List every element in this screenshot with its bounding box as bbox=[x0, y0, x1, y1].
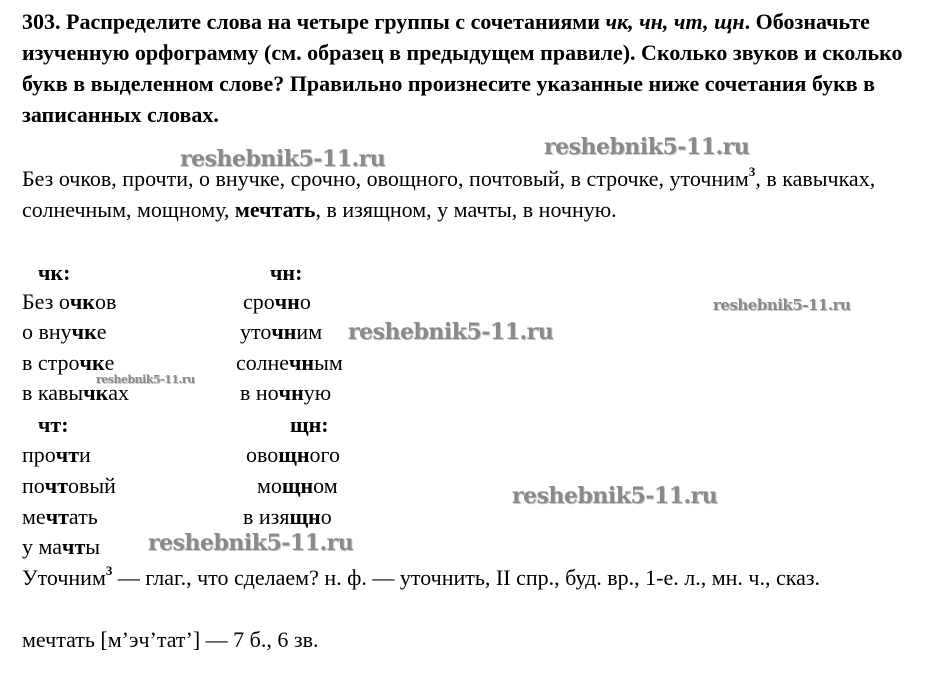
list-item-chn: солнечным bbox=[236, 350, 343, 375]
footnote-mark: 3 bbox=[748, 163, 756, 179]
task-rest: Обозначьте изученную орфограмму (см. образец в предыдущем правиле). Сколько звуков и сколько букв в выделенном слове? Правильно произнесите указанные ниже сочетания букв в записанных словах. bbox=[22, 9, 903, 127]
group-header-chn: чн: bbox=[270, 260, 303, 285]
highlighted-word: мечтать bbox=[234, 197, 316, 222]
list-item-chn: в ночную bbox=[240, 380, 332, 405]
list-item-cht: у мачты bbox=[22, 534, 101, 559]
task-combos: чк, чн, чт, щн bbox=[605, 9, 745, 34]
passage-part3: , в изящном, у мачты, в ночную. bbox=[315, 197, 617, 222]
watermark: reshebnik5-11.ru bbox=[544, 134, 750, 160]
phonetic-analysis: мечтать [м’эч’тат’] — 7 б., 6 зв. bbox=[22, 627, 319, 652]
list-item-chk: в строчке bbox=[22, 350, 115, 375]
morphological-analysis bbox=[22, 562, 922, 593]
analysis-footnote-mark: 3 bbox=[105, 562, 113, 578]
watermark: reshebnik5-11.ru bbox=[96, 373, 195, 386]
task-line1-suffix: . bbox=[744, 9, 751, 34]
group-header-cht: чт: bbox=[38, 412, 69, 437]
watermark: reshebnik5-11.ru bbox=[348, 319, 554, 345]
list-item-cht: прочти bbox=[22, 442, 91, 467]
exercise-passage bbox=[22, 163, 922, 225]
list-item-chk: Без очков bbox=[22, 289, 117, 314]
list-item-shchn: мощном bbox=[257, 473, 338, 498]
list-item-cht: почтовый bbox=[22, 473, 116, 498]
task-number: 303. bbox=[22, 9, 61, 34]
list-item-shchn: овощного bbox=[246, 442, 340, 467]
watermark: reshebnik5-11.ru bbox=[148, 530, 354, 556]
watermark: reshebnik5-11.ru bbox=[512, 483, 718, 509]
list-item-chk: в кавычках bbox=[22, 380, 130, 405]
task-statement bbox=[22, 6, 912, 130]
list-item-chn: уточним bbox=[240, 319, 323, 344]
task-line1-prefix: Распределите слова на четыре группы с сочетаниями bbox=[66, 9, 606, 34]
group-header-chk: чк: bbox=[38, 260, 71, 285]
passage-part1: Без очков, прочти, о внучке, срочно, овощного, почтовый, в строчке, уточним bbox=[22, 166, 749, 191]
passage-part2: , в кавычках, солнечным, мощному, bbox=[22, 166, 876, 222]
list-item-chn: срочно bbox=[243, 289, 311, 314]
group-header-shchn: щн: bbox=[290, 412, 329, 437]
analysis-word: Уточним bbox=[22, 565, 106, 590]
watermark: reshebnik5-11.ru bbox=[713, 296, 851, 314]
list-item-cht: мечтать bbox=[22, 504, 98, 529]
list-item-shchn: в изящно bbox=[243, 504, 332, 529]
watermark: reshebnik5-11.ru bbox=[180, 146, 386, 172]
analysis-text: — глаг., что сделаем? н. ф. — уточнить, II спр., буд. вр., 1-е. л., мн. ч., сказ. bbox=[112, 565, 821, 590]
list-item-chk: о внучке bbox=[22, 319, 107, 344]
